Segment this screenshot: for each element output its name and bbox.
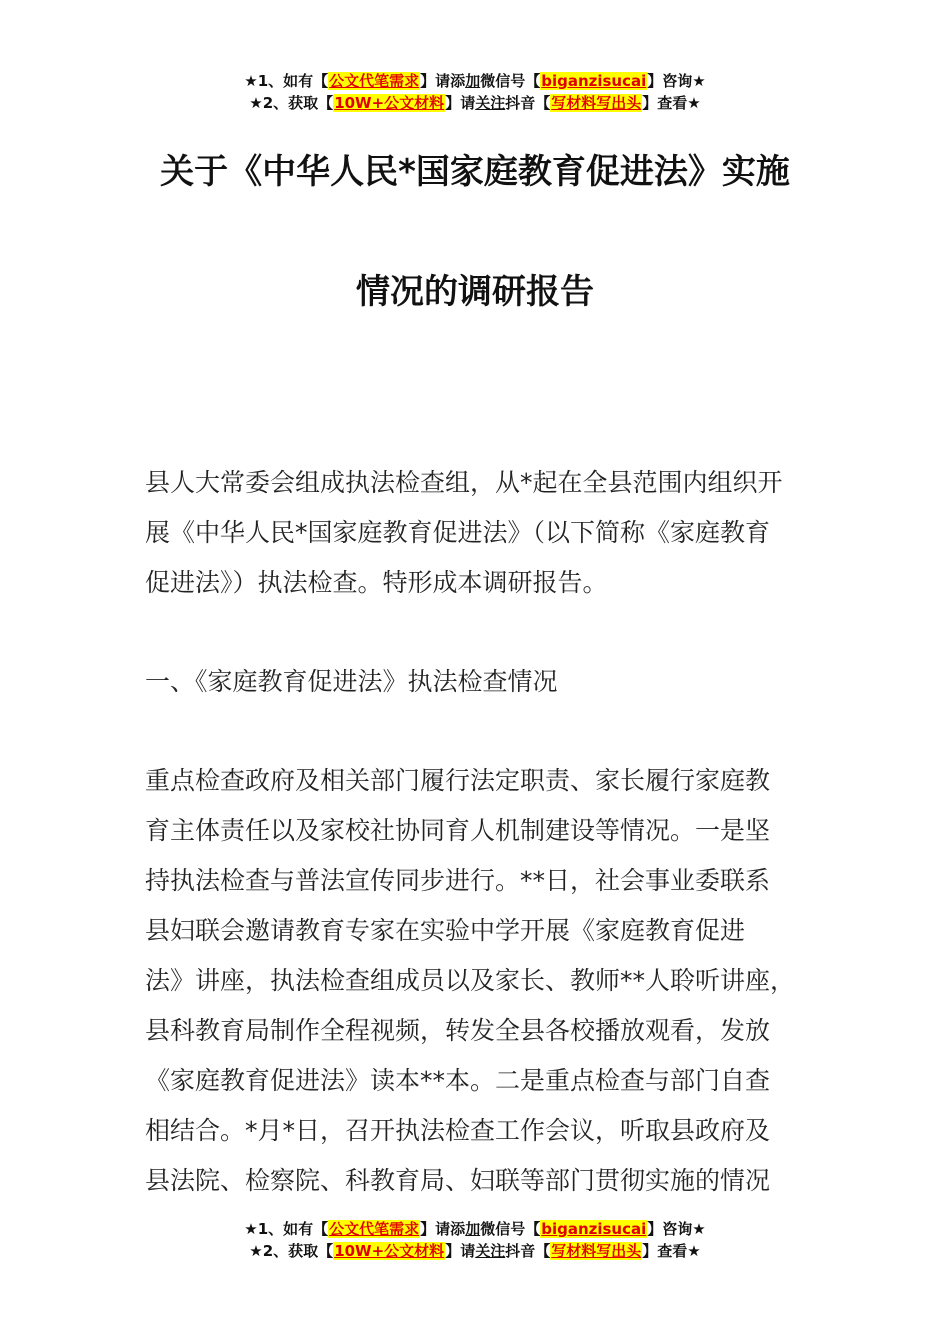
banner-text: 抖音【 (505, 94, 551, 112)
header-banner (0, 70, 950, 114)
banner-text: 关注 (475, 1242, 506, 1260)
footer-banner-line-1 (0, 1218, 950, 1240)
banner-text: 关注 (475, 94, 506, 112)
intro-paragraph (145, 458, 815, 608)
paragraph-line: 展《中华人民*国家庭教育促进法》（以下简称《家庭教育 (145, 518, 771, 547)
document-title-line-1: 关于《中华人民*国家庭教育促进法》实施 (160, 152, 790, 192)
section-heading: 一、《家庭教育促进法》执法检查情况 (145, 667, 558, 696)
banner-text: 】咨询★ (647, 1220, 706, 1238)
banner-text: 加 (465, 72, 481, 90)
banner-text: 】请 (445, 94, 476, 112)
banner-text: 】请添 (420, 1220, 466, 1238)
douyin-account-link[interactable]: 写材料写出头 (551, 1242, 642, 1260)
wechat-id-link[interactable]: biganzisucai (541, 1220, 647, 1238)
wechat-id-link[interactable]: biganzisucai (541, 72, 647, 90)
paragraph-line: 重点检查政府及相关部门履行法定职责、家长履行家庭教 (145, 766, 771, 795)
footer-banner (0, 1218, 950, 1262)
paragraph-line: 县科教育局制作全程视频，转发全县各校播放观看，发放 (145, 1016, 771, 1045)
header-banner-line-1 (0, 70, 950, 92)
banner-text: 】查看★ (642, 1242, 701, 1260)
banner-text: 】请 (445, 1242, 476, 1260)
banner-text: ★2、获取【 (249, 1242, 334, 1260)
paragraph-line: 相结合。*月*日，召开执法检查工作会议，听取县政府及 (145, 1116, 771, 1145)
banner-text: 微信号【 (480, 72, 541, 90)
paragraph-line: 育主体责任以及家校社协同育人机制建设等情况。一是坚 (145, 816, 771, 845)
banner-text: 】查看★ (642, 94, 701, 112)
paragraph-line: 《家庭教育促进法》读本**本。二是重点检查与部门自查 (145, 1066, 771, 1095)
banner-text: 微信号【 (480, 1220, 541, 1238)
paragraph-line: 县人大常委会组成执法检查组，从*起在全县范围内组织开 (145, 468, 783, 497)
materials-link[interactable]: 10W+公文材料 (334, 94, 445, 112)
paragraph-line: 持执法检查与普法宣传同步进行。**日，社会事业委联系 (145, 866, 771, 895)
banner-text: 加 (465, 1220, 481, 1238)
footer-banner-line-2 (0, 1240, 950, 1262)
header-banner-line-2 (0, 92, 950, 114)
paragraph-line: 促进法》）执法检查。特形成本调研报告。 (145, 568, 608, 597)
banner-text: ★1、如有【 (244, 1220, 329, 1238)
paragraph-line: 县妇联会邀请教育专家在实验中学开展《家庭教育促进 (145, 916, 746, 945)
materials-link[interactable]: 10W+公文材料 (334, 1242, 445, 1260)
banner-text: 抖音【 (505, 1242, 551, 1260)
ghostwriting-link[interactable]: 公文代笔需求 (329, 1220, 420, 1238)
section-1-paragraph (145, 756, 815, 1206)
document-title-line-2: 情况的调研报告 (356, 272, 594, 312)
banner-text: 】请添 (420, 72, 466, 90)
paragraph-line: 县法院、检察院、科教育局、妇联等部门贯彻实施的情况 (145, 1166, 771, 1195)
banner-text: 】咨询★ (647, 72, 706, 90)
banner-text: ★2、获取【 (249, 94, 334, 112)
paragraph-line: 法》讲座，执法检查组成员以及家长、教师**人聆听讲座， (145, 966, 796, 995)
douyin-account-link[interactable]: 写材料写出头 (551, 94, 642, 112)
ghostwriting-link[interactable]: 公文代笔需求 (329, 72, 420, 90)
banner-text: ★1、如有【 (244, 72, 329, 90)
